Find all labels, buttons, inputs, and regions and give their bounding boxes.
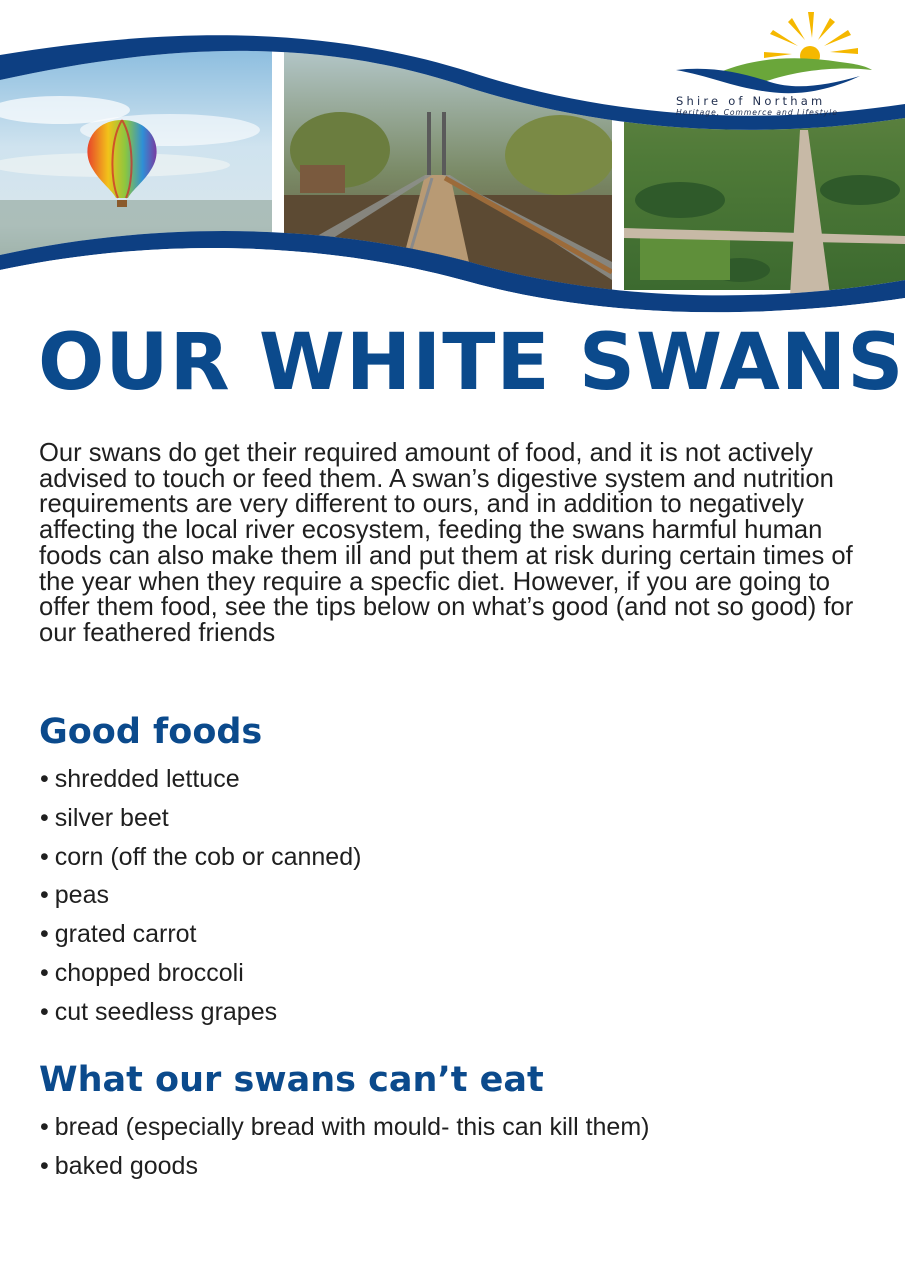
list-item: • chopped broccoli	[40, 954, 361, 993]
list-item: • cut seedless grapes	[40, 993, 361, 1032]
logo-name: Shire of Northam	[676, 94, 826, 108]
list-item: • shredded lettuce	[40, 760, 361, 799]
bad-foods-list	[40, 1108, 649, 1186]
page-title: OUR WHITE SWANS	[38, 318, 905, 408]
shire-logo	[676, 12, 872, 93]
list-item: • silver beet	[40, 799, 361, 838]
list-item: • corn (off the cob or canned)	[40, 838, 361, 877]
logo-text	[676, 94, 866, 118]
good-foods-heading: Good foods	[39, 712, 263, 752]
list-item: • bread (especially bread with mould- this can kill them)	[40, 1108, 649, 1147]
intro-paragraph: Our swans do get their required amount of food, and it is not actively advised to touch or feed them. A swan’s digestive system and nutrition requirements are very different to ours, and in addition to negatively affecting the local river ecosystem, feeding the swans harmful human foods can also make them ill and put them at risk during certain times of the year when they require a specfic diet. However, if you are going to offer them food, see the tips below on what’s good (and not so good) for our feathered friends	[39, 439, 854, 647]
list-item: • peas	[40, 876, 361, 915]
header-banner	[0, 0, 905, 320]
list-item: • baked goods	[40, 1147, 649, 1186]
bad-foods-heading: What our swans can’t eat	[39, 1060, 544, 1100]
logo-tagline: Heritage, Commerce and Lifestyle	[676, 108, 838, 117]
list-item: • grated carrot	[40, 915, 361, 954]
sun-icon	[764, 12, 858, 66]
good-foods-list	[40, 760, 361, 1032]
